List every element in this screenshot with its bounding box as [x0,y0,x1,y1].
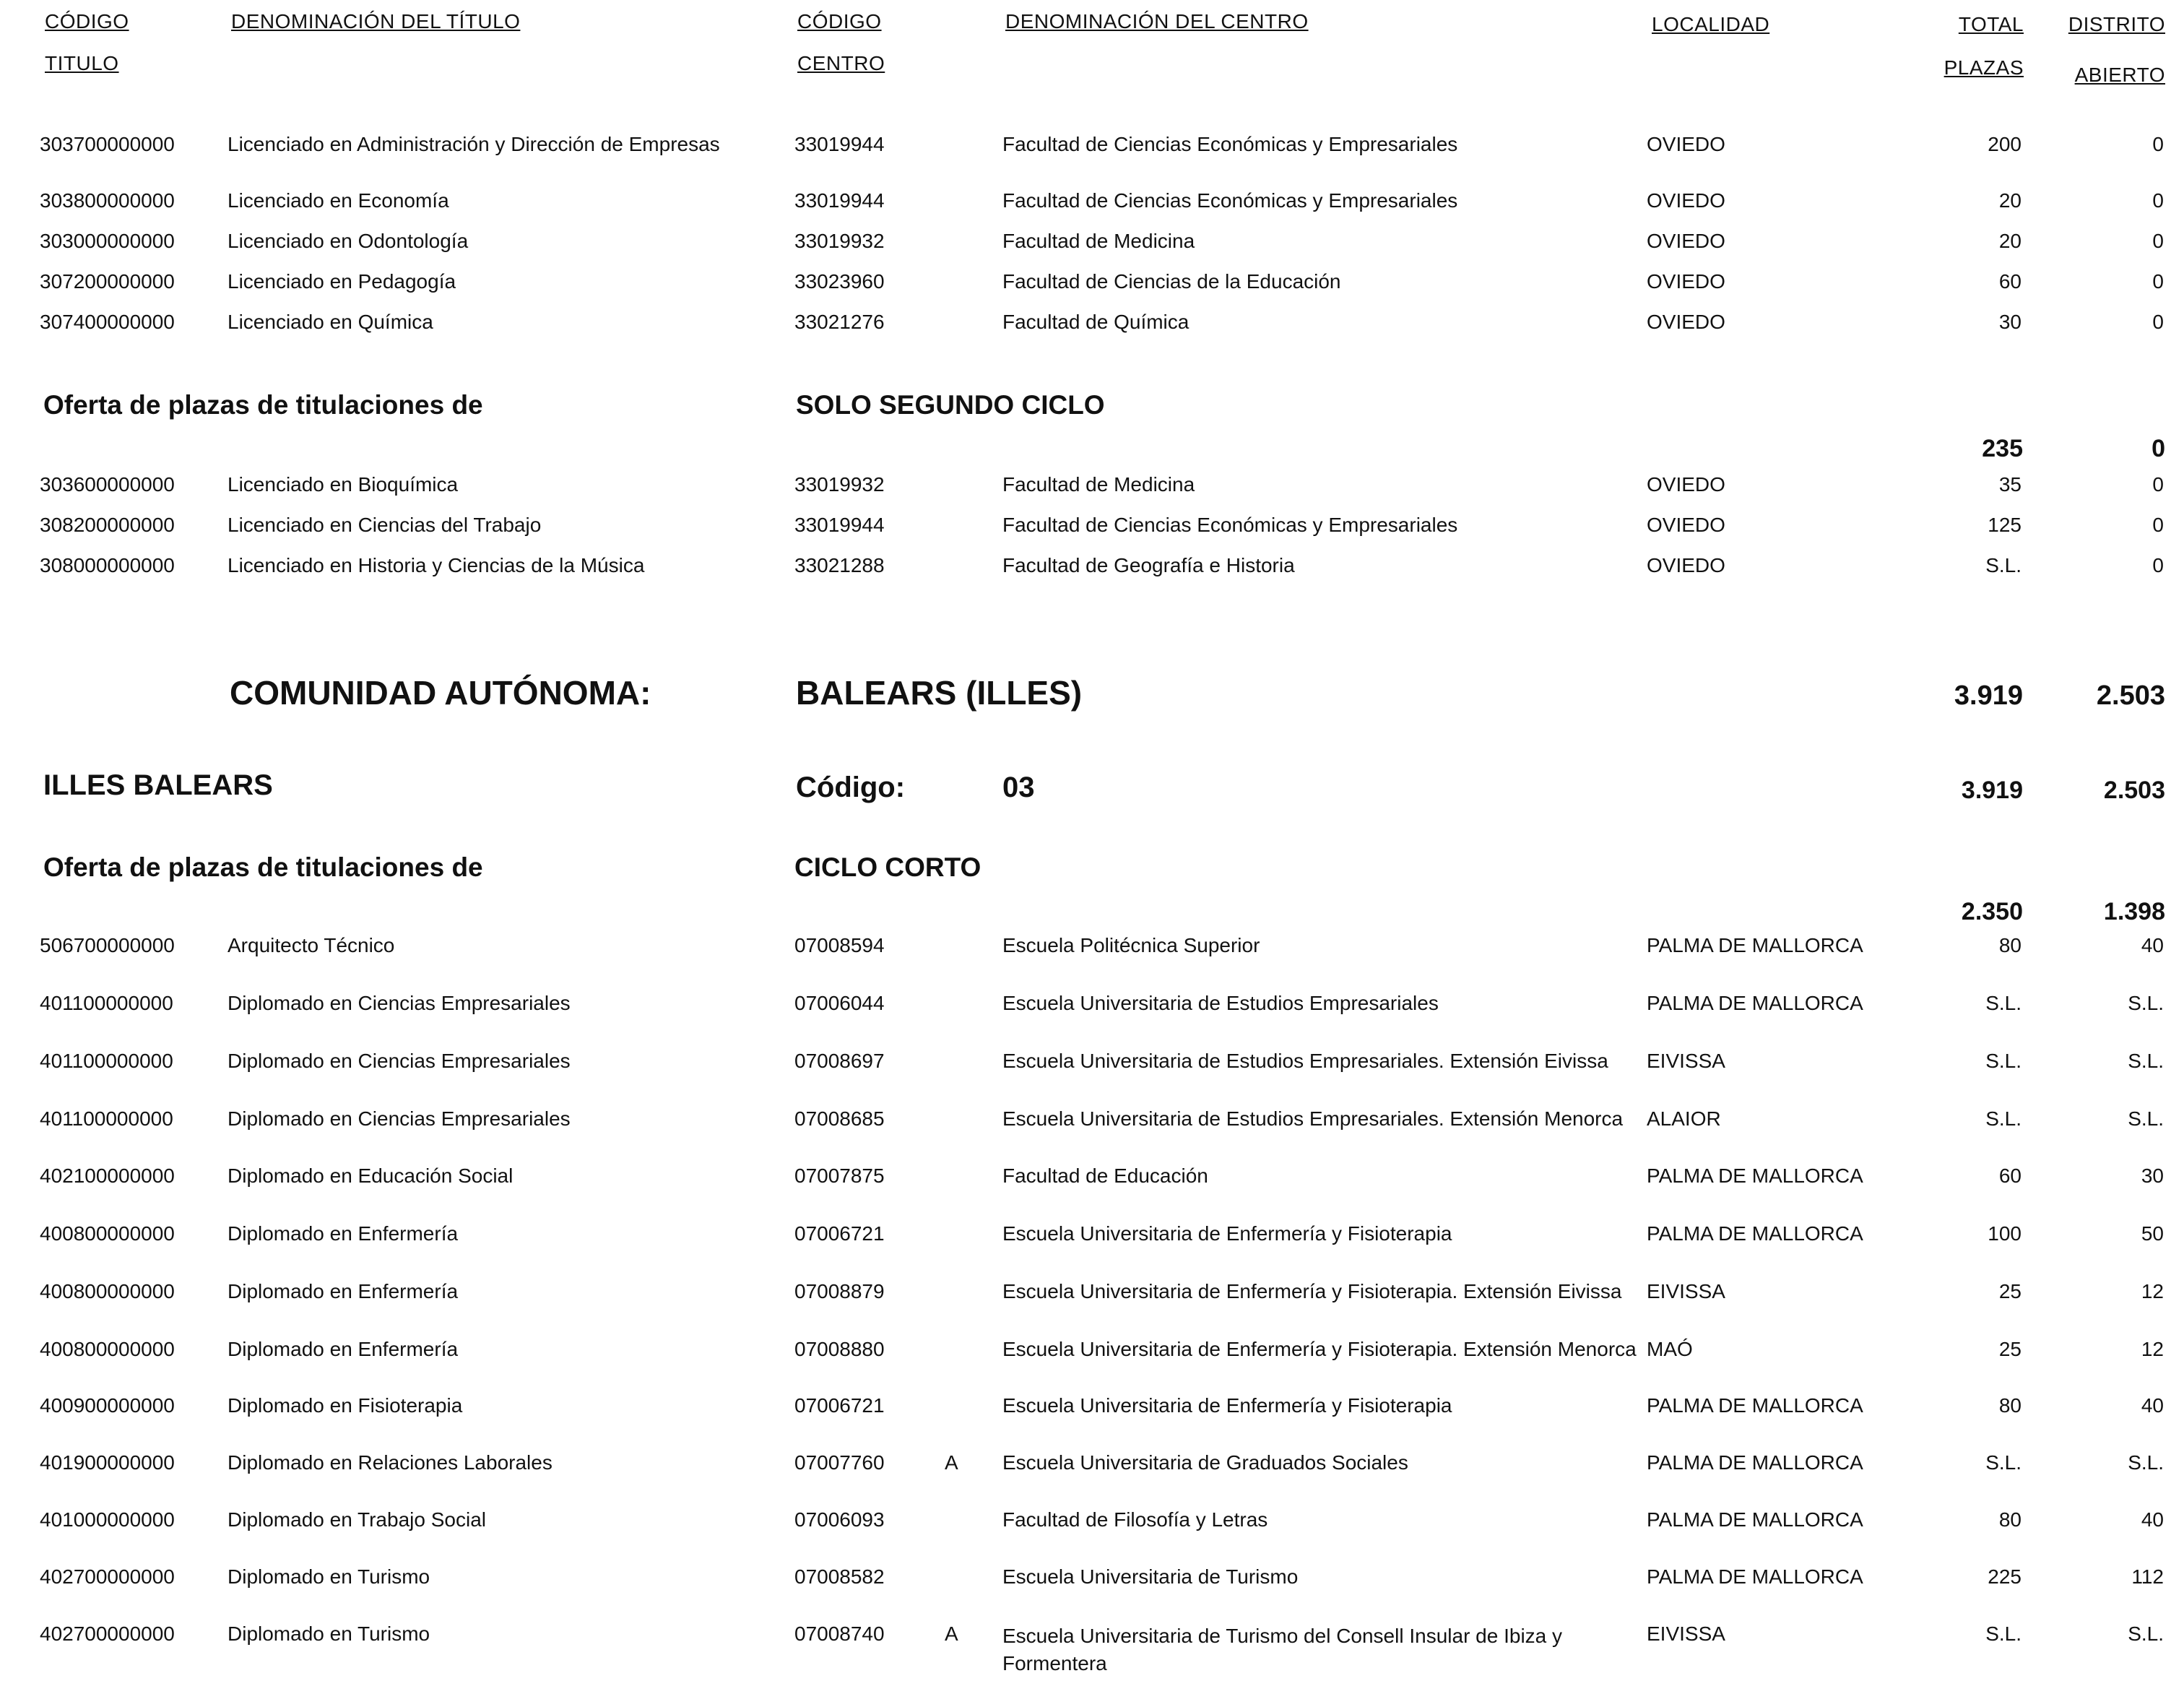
centro-cell: 07008697 [794,1050,885,1072]
centro-cell: 07008879 [794,1280,885,1302]
codigo-cell: 303800000000 [40,189,175,212]
codigo-cell: 401100000000 [40,992,173,1014]
centro-cell: 33019944 [794,514,885,536]
universidad-distrito: 2.503 [2103,777,2165,804]
table-row [0,189,2184,233]
titulo-cell: Licenciado en Ciencias del Trabajo [228,514,542,536]
centro-cell: 33019932 [794,473,885,496]
header-denominacion-titulo: DENOMINACIÓN DEL TÍTULO [231,10,521,33]
denominacion-cell: Facultad de Medicina [1002,230,1195,252]
denominacion-cell: Escuela Universitaria de Turismo [1002,1565,1299,1588]
titulo-cell: Licenciado en Pedagogía [228,270,456,293]
distrito-cell: 12 [2141,1338,2164,1360]
localidad-cell: EIVISSA [1647,1280,1725,1302]
table-row [0,1394,2184,1438]
total-cell: S.L. [1985,992,2022,1014]
denominacion-cell: Escuela Universitaria de Enfermería y Fisioterapia [1002,1394,1452,1417]
denominacion-cell: Facultad de Ciencias Económicas y Empresariales [1002,514,1458,536]
table-row [0,1451,2184,1495]
titulo-cell: Diplomado en Relaciones Laborales [228,1451,552,1474]
centro-cell: 07006044 [794,992,885,1014]
localidad-cell: PALMA DE MALLORCA [1647,1394,1863,1417]
table-row [0,1280,2184,1323]
section-segundo-label: Oferta de plazas de titulaciones de [43,390,483,420]
nota-cell: A [945,1451,958,1474]
total-cell: 20 [1998,189,2022,212]
denominacion-cell: Facultad de Educación [1002,1164,1208,1187]
centro-cell: 07008582 [794,1565,885,1588]
localidad-cell: OVIEDO [1647,189,1725,212]
header-total: TOTAL [1958,13,2024,35]
header-centro: CENTRO [797,52,885,74]
distrito-cell: 0 [2152,230,2164,252]
denominacion-cell: Facultad de Química [1002,311,1190,333]
total-cell: 225 [1988,1565,2022,1588]
total-cell: 25 [1998,1338,2022,1360]
titulo-cell: Diplomado en Ciencias Empresariales [228,1050,571,1072]
centro-cell: 07007760 [794,1451,885,1474]
titulo-cell: Diplomado en Enfermería [228,1338,459,1360]
header-plazas: PLAZAS [1944,56,2024,79]
table-row [0,1338,2184,1381]
denominacion-cell: Escuela Universitaria de Enfermería y Fisioterapia. Extensión Eivissa [1002,1280,1622,1302]
table-row [0,1508,2184,1552]
table-row [0,473,2184,517]
centro-cell: 07008740 [794,1622,885,1645]
titulo-cell: Licenciado en Bioquímica [228,473,459,496]
table-row [0,1622,2184,1674]
total-cell: 80 [1998,934,2022,956]
total-cell: 30 [1998,311,2022,333]
distrito-cell: 0 [2152,473,2164,496]
centro-cell: 07008685 [794,1107,885,1130]
localidad-cell: OVIEDO [1647,133,1725,155]
titulo-cell: Diplomado en Ciencias Empresariales [228,992,571,1014]
denominacion-cell: Facultad de Ciencias de la Educación [1002,270,1341,293]
section-segundo-distrito: 0 [2152,435,2165,462]
total-cell: 80 [1998,1394,2022,1417]
denominacion-cell: Escuela Politécnica Superior [1002,934,1260,956]
codigo-cell: 400900000000 [40,1394,175,1417]
distrito-cell: S.L. [2128,1451,2164,1474]
distrito-cell: S.L. [2128,992,2164,1014]
universidad-nombre: ILLES BALEARS [43,769,273,801]
codigo-cell: 400800000000 [40,1222,175,1245]
universidad-total: 3.919 [1961,777,2023,804]
distrito-cell: S.L. [2128,1107,2164,1130]
localidad-cell: EIVISSA [1647,1050,1725,1072]
section-segundo-total: 235 [1982,435,2023,462]
total-cell: 25 [1998,1280,2022,1302]
titulo-cell: Diplomado en Ciencias Empresariales [228,1107,571,1130]
titulo-cell: Diplomado en Enfermería [228,1222,459,1245]
table-row [0,554,2184,597]
denominacion-cell: Escuela Universitaria de Enfermería y Fisioterapia. Extensión Menorca [1002,1338,1637,1360]
distrito-cell: 0 [2152,311,2164,333]
total-cell: 80 [1998,1508,2022,1531]
section-corto-total: 2.350 [1961,898,2023,925]
header-titulo: TITULO [45,52,119,74]
section-segundo-tipo: SOLO SEGUNDO CICLO [796,390,1105,420]
denominacion-cell: Escuela Universitaria de Turismo del Consell Insular de Ibiza y Formentera [1002,1625,1563,1674]
codigo-cell: 308200000000 [40,514,175,536]
centro-cell: 07006721 [794,1394,885,1417]
centro-cell: 33021276 [794,311,885,333]
comunidad-total: 3.919 [1954,680,2023,711]
total-cell: S.L. [1985,1451,2022,1474]
total-cell: 200 [1988,133,2022,155]
header-abierto: ABIERTO [2074,64,2165,86]
table-row [0,1050,2184,1093]
localidad-cell: MAÓ [1647,1338,1693,1360]
localidad-cell: PALMA DE MALLORCA [1647,1222,1863,1245]
centro-cell: 33019944 [794,133,885,155]
header-denominacion-centro: DENOMINACIÓN DEL CENTRO [1005,10,1309,33]
codigo-cell: 307400000000 [40,311,175,333]
comunidad-nombre: BALEARS (ILLES) [796,674,1083,712]
titulo-cell: Licenciado en Administración y Dirección de Empresas [228,133,720,155]
codigo-cell: 402700000000 [40,1622,175,1645]
codigo-cell: 401900000000 [40,1451,175,1474]
table-row [0,270,2184,314]
denominacion-cell: Facultad de Ciencias Económicas y Empresariales [1002,133,1458,155]
total-cell: S.L. [1985,554,2022,576]
codigo-cell: 303700000000 [40,133,175,155]
table-row [0,934,2184,977]
comunidad-label: COMUNIDAD AUTÓNOMA: [230,674,651,712]
distrito-cell: 12 [2141,1280,2164,1302]
nota-cell: A [945,1622,958,1645]
titulo-cell: Licenciado en Química [228,311,433,333]
distrito-cell: 112 [2131,1565,2164,1588]
titulo-cell: Licenciado en Economía [228,189,449,212]
localidad-cell: EIVISSA [1647,1622,1725,1645]
header-codigo: CÓDIGO [45,10,129,33]
section-corto-distrito: 1.398 [2103,898,2165,925]
universidad-codigo-label: Código: [796,772,906,803]
titulo-cell: Licenciado en Odontología [228,230,469,252]
total-cell: 20 [1998,230,2022,252]
titulo-cell: Diplomado en Trabajo Social [228,1508,486,1531]
table-row [0,1222,2184,1266]
denominacion-cell: Facultad de Filosofía y Letras [1002,1508,1268,1531]
denominacion-cell: Facultad de Geografía e Historia [1002,554,1295,576]
titulo-cell: Arquitecto Técnico [228,934,395,956]
codigo-cell: 400800000000 [40,1280,175,1302]
distrito-cell: 0 [2152,133,2164,155]
localidad-cell: OVIEDO [1647,554,1725,576]
denominacion-cell: Escuela Universitaria de Estudios Empresariales. Extensión Menorca [1002,1107,1624,1130]
centro-cell: 33019944 [794,189,885,212]
header-codigo-centro: CÓDIGO [797,10,882,33]
distrito-cell: 40 [2141,934,2164,956]
universidad-codigo: 03 [1002,772,1035,803]
denominacion-cell: Escuela Universitaria de Enfermería y Fisioterapia [1002,1222,1452,1245]
titulo-cell: Licenciado en Historia y Ciencias de la Música [228,554,645,576]
codigo-cell: 401100000000 [40,1107,173,1130]
centro-cell: 33023960 [794,270,885,293]
denominacion-cell: Escuela Universitaria de Graduados Sociales [1002,1451,1408,1474]
codigo-cell: 506700000000 [40,934,175,956]
centro-cell: 33019932 [794,230,885,252]
titulo-cell: Diplomado en Turismo [228,1622,430,1645]
table-row [0,1164,2184,1208]
distrito-cell: 30 [2141,1164,2164,1187]
table-row [0,992,2184,1035]
denominacion-cell: Facultad de Ciencias Económicas y Empresariales [1002,189,1458,212]
total-cell: 60 [1998,1164,2022,1187]
distrito-cell: 0 [2152,514,2164,536]
header-distrito: DISTRITO [2068,13,2165,35]
table-row [0,1565,2184,1609]
distrito-cell: 40 [2141,1394,2164,1417]
localidad-cell: OVIEDO [1647,270,1725,293]
total-cell: S.L. [1985,1622,2022,1645]
table-row [0,133,2184,176]
section-corto-label: Oferta de plazas de titulaciones de [43,852,483,882]
centro-cell: 07008880 [794,1338,885,1360]
codigo-cell: 400800000000 [40,1338,175,1360]
codigo-cell: 303600000000 [40,473,175,496]
localidad-cell: ALAIOR [1647,1107,1721,1130]
titulo-cell: Diplomado en Educación Social [228,1164,514,1187]
distrito-cell: 0 [2152,554,2164,576]
table-row [0,1107,2184,1151]
localidad-cell: PALMA DE MALLORCA [1647,934,1863,956]
total-cell: S.L. [1985,1107,2022,1130]
titulo-cell: Diplomado en Turismo [228,1565,430,1588]
distrito-cell: 0 [2152,189,2164,212]
distrito-cell: 50 [2141,1222,2164,1245]
distrito-cell: 40 [2141,1508,2164,1531]
centro-cell: 07006721 [794,1222,885,1245]
distrito-cell: S.L. [2128,1050,2164,1072]
codigo-cell: 401100000000 [40,1050,173,1072]
codigo-cell: 308000000000 [40,554,175,576]
localidad-cell: PALMA DE MALLORCA [1647,1508,1863,1531]
denominacion-cell: Escuela Universitaria de Estudios Empresariales. Extensión Eivissa [1002,1050,1608,1072]
centro-cell: 33021288 [794,554,885,576]
total-cell: 100 [1988,1222,2022,1245]
distrito-cell: 0 [2152,270,2164,293]
codigo-cell: 402700000000 [40,1565,175,1588]
localidad-cell: PALMA DE MALLORCA [1647,1164,1863,1187]
denominacion-cell: Escuela Universitaria de Estudios Empresariales [1002,992,1439,1014]
codigo-cell: 303000000000 [40,230,175,252]
titulo-cell: Diplomado en Fisioterapia [228,1394,463,1417]
localidad-cell: OVIEDO [1647,514,1725,536]
codigo-cell: 307200000000 [40,270,175,293]
centro-cell: 07006093 [794,1508,885,1531]
section-corto-tipo: CICLO CORTO [794,852,982,882]
table-row [0,514,2184,557]
titulo-cell: Diplomado en Enfermería [228,1280,459,1302]
distrito-cell: S.L. [2128,1622,2164,1645]
denominacion-cell: Facultad de Medicina [1002,473,1195,496]
codigo-cell: 401000000000 [40,1508,175,1531]
localidad-cell: OVIEDO [1647,473,1725,496]
localidad-cell: OVIEDO [1647,230,1725,252]
total-cell: 125 [1988,514,2022,536]
centro-cell: 07007875 [794,1164,885,1187]
table-row [0,230,2184,273]
localidad-cell: PALMA DE MALLORCA [1647,1451,1863,1474]
total-cell: S.L. [1985,1050,2022,1072]
total-cell: 60 [1998,270,2022,293]
centro-cell: 07008594 [794,934,885,956]
table-row [0,311,2184,354]
localidad-cell: PALMA DE MALLORCA [1647,1565,1863,1588]
codigo-cell: 402100000000 [40,1164,175,1187]
localidad-cell: OVIEDO [1647,311,1725,333]
header-localidad: LOCALIDAD [1652,13,1770,35]
comunidad-distrito: 2.503 [2096,680,2165,711]
total-cell: 35 [1998,473,2022,496]
localidad-cell: PALMA DE MALLORCA [1647,992,1863,1014]
